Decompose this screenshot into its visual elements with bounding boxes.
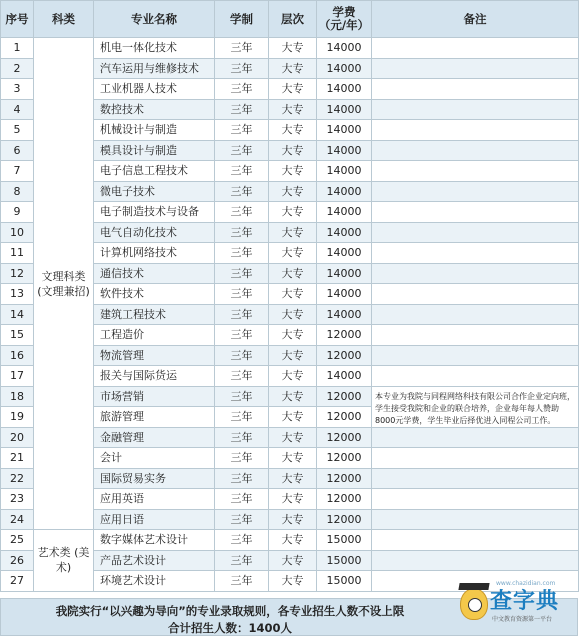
major-name: 报关与国际货运 <box>94 366 215 387</box>
duration: 三年 <box>215 530 269 551</box>
row-number: 20 <box>1 427 34 448</box>
major-name: 旅游管理 <box>94 407 215 428</box>
remark-note <box>372 386 579 427</box>
major-name: 物流管理 <box>94 345 215 366</box>
duration: 三年 <box>215 448 269 469</box>
major-name: 环境艺术设计 <box>94 571 215 592</box>
level: 大专 <box>269 222 317 243</box>
tuition-fee: 12000 <box>317 448 372 469</box>
level: 大专 <box>269 38 317 59</box>
major-name: 建筑工程技术 <box>94 304 215 325</box>
major-name: 金融管理 <box>94 427 215 448</box>
major-name: 电气自动化技术 <box>94 222 215 243</box>
tuition-fee: 14000 <box>317 140 372 161</box>
tuition-fee: 14000 <box>317 120 372 141</box>
row-number: 13 <box>1 284 34 305</box>
header-level: 层次 <box>269 1 317 38</box>
watermark-tagline: 中文教育资源第一平台 <box>492 616 553 623</box>
tuition-fee: 12000 <box>317 345 372 366</box>
major-name: 市场营销 <box>94 386 215 407</box>
level: 大专 <box>269 571 317 592</box>
row-number: 27 <box>1 571 34 592</box>
header-remark: 备注 <box>372 1 579 38</box>
remark-cell <box>372 345 579 366</box>
duration: 三年 <box>215 99 269 120</box>
row-number: 10 <box>1 222 34 243</box>
header-major: 专业名称 <box>94 1 215 38</box>
major-name: 产品艺术设计 <box>94 550 215 571</box>
category-art: 艺术类 (美术) <box>34 530 94 592</box>
row-number: 1 <box>1 38 34 59</box>
major-name: 工程造价 <box>94 325 215 346</box>
remark-cell <box>372 140 579 161</box>
level: 大专 <box>269 530 317 551</box>
row-number: 19 <box>1 407 34 428</box>
major-name: 数控技术 <box>94 99 215 120</box>
major-name: 应用日语 <box>94 509 215 530</box>
duration: 三年 <box>215 79 269 100</box>
level: 大专 <box>269 79 317 100</box>
tuition-fee: 14000 <box>317 202 372 223</box>
tuition-fee: 14000 <box>317 284 372 305</box>
row-number: 11 <box>1 243 34 264</box>
row-number: 14 <box>1 304 34 325</box>
level: 大专 <box>269 550 317 571</box>
row-number: 17 <box>1 366 34 387</box>
level: 大专 <box>269 243 317 264</box>
major-name: 应用英语 <box>94 489 215 510</box>
major-name: 计算机网络技术 <box>94 243 215 264</box>
remark-cell <box>372 489 579 510</box>
remark-cell <box>372 427 579 448</box>
header-fee-line1: 学费 <box>332 5 356 19</box>
row-number: 2 <box>1 58 34 79</box>
level: 大专 <box>269 99 317 120</box>
row-number: 18 <box>1 386 34 407</box>
remark-cell <box>372 263 579 284</box>
tuition-fee: 14000 <box>317 99 372 120</box>
category-arts-science: 文理科类 (文理兼招) <box>34 38 94 530</box>
remark-cell <box>372 448 579 469</box>
duration: 三年 <box>215 181 269 202</box>
tuition-fee: 15000 <box>317 530 372 551</box>
tuition-fee: 14000 <box>317 38 372 59</box>
table-body <box>1 38 579 592</box>
row-number: 4 <box>1 99 34 120</box>
tuition-fee: 14000 <box>317 366 372 387</box>
remark-cell <box>372 243 579 264</box>
major-name: 机械设计与制造 <box>94 120 215 141</box>
duration: 三年 <box>215 120 269 141</box>
level: 大专 <box>269 58 317 79</box>
row-number: 15 <box>1 325 34 346</box>
tuition-fee: 14000 <box>317 181 372 202</box>
row-number: 26 <box>1 550 34 571</box>
header-fee <box>317 1 372 38</box>
major-name: 软件技术 <box>94 284 215 305</box>
chazidian-watermark-logo <box>460 578 578 636</box>
duration: 三年 <box>215 263 269 284</box>
row-number: 12 <box>1 263 34 284</box>
level: 大专 <box>269 325 317 346</box>
level: 大专 <box>269 304 317 325</box>
watermark-site: www.chazidian.com <box>496 580 556 587</box>
remark-cell <box>372 284 579 305</box>
duration: 三年 <box>215 325 269 346</box>
table-header-row <box>1 1 579 38</box>
duration: 三年 <box>215 140 269 161</box>
duration: 三年 <box>215 366 269 387</box>
remark-cell <box>372 222 579 243</box>
duration: 三年 <box>215 489 269 510</box>
remark-cell <box>372 304 579 325</box>
row-number: 8 <box>1 181 34 202</box>
tuition-fee: 14000 <box>317 161 372 182</box>
level: 大专 <box>269 120 317 141</box>
row-number: 6 <box>1 140 34 161</box>
remark-cell <box>372 325 579 346</box>
footer-line2: 合计招生人数：1400人 <box>167 621 292 635</box>
header-no: 序号 <box>1 1 34 38</box>
major-name: 微电子技术 <box>94 181 215 202</box>
remark-cell <box>372 79 579 100</box>
remark-cell <box>372 366 579 387</box>
footer-line1: 我院实行“以兴趣为导向”的专业录取规则，各专业招生人数不设上限 <box>55 604 405 618</box>
tuition-fee: 14000 <box>317 263 372 284</box>
level: 大专 <box>269 407 317 428</box>
level: 大专 <box>269 181 317 202</box>
tuition-fee: 14000 <box>317 58 372 79</box>
duration: 三年 <box>215 222 269 243</box>
tuition-fee: 12000 <box>317 407 372 428</box>
remark-cell <box>372 468 579 489</box>
duration: 三年 <box>215 284 269 305</box>
duration: 三年 <box>215 38 269 59</box>
remark-note-text: 本专业为我院与同程网络科技有限公司合作企业定向班，学生接受我院和企业的联合培养，企业每年每人赞助8000元学费，学生毕业后择优进入同程公司工作。 <box>375 391 575 425</box>
tuition-fee: 15000 <box>317 550 372 571</box>
level: 大专 <box>269 263 317 284</box>
row-number: 3 <box>1 79 34 100</box>
table-row <box>1 530 579 551</box>
major-name: 会计 <box>94 448 215 469</box>
level: 大专 <box>269 140 317 161</box>
tuition-fee: 14000 <box>317 304 372 325</box>
major-name: 数字媒体艺术设计 <box>94 530 215 551</box>
tuition-fee: 12000 <box>317 509 372 530</box>
tuition-fee: 14000 <box>317 243 372 264</box>
row-number: 23 <box>1 489 34 510</box>
level: 大专 <box>269 468 317 489</box>
duration: 三年 <box>215 345 269 366</box>
tuition-fee: 14000 <box>317 222 372 243</box>
tuition-fee: 12000 <box>317 468 372 489</box>
row-number: 24 <box>1 509 34 530</box>
duration: 三年 <box>215 509 269 530</box>
tuition-fee: 15000 <box>317 571 372 592</box>
duration: 三年 <box>215 243 269 264</box>
duration: 三年 <box>215 550 269 571</box>
tuition-fee: 12000 <box>317 386 372 407</box>
remark-cell <box>372 550 579 571</box>
duration: 三年 <box>215 427 269 448</box>
tuition-fee: 12000 <box>317 489 372 510</box>
header-duration: 学制 <box>215 1 269 38</box>
row-number: 7 <box>1 161 34 182</box>
level: 大专 <box>269 509 317 530</box>
major-name: 汽车运用与维修技术 <box>94 58 215 79</box>
major-name: 国际贸易实务 <box>94 468 215 489</box>
remark-cell <box>372 181 579 202</box>
remark-cell <box>372 509 579 530</box>
remark-cell <box>372 161 579 182</box>
major-name: 通信技术 <box>94 263 215 284</box>
remark-cell <box>372 38 579 59</box>
remark-cell <box>372 530 579 551</box>
major-name: 工业机器人技术 <box>94 79 215 100</box>
header-fee-line2: （元/年） <box>318 18 370 32</box>
level: 大专 <box>269 161 317 182</box>
duration: 三年 <box>215 202 269 223</box>
duration: 三年 <box>215 386 269 407</box>
duration: 三年 <box>215 407 269 428</box>
remark-cell <box>372 58 579 79</box>
level: 大专 <box>269 202 317 223</box>
tuition-fee: 12000 <box>317 325 372 346</box>
level: 大专 <box>269 448 317 469</box>
level: 大专 <box>269 345 317 366</box>
row-number: 25 <box>1 530 34 551</box>
tuition-fee: 12000 <box>317 427 372 448</box>
remark-cell <box>372 120 579 141</box>
level: 大专 <box>269 366 317 387</box>
remark-cell <box>372 202 579 223</box>
major-name: 电子制造技术与设备 <box>94 202 215 223</box>
duration: 三年 <box>215 161 269 182</box>
tuition-fee: 14000 <box>317 79 372 100</box>
row-number: 22 <box>1 468 34 489</box>
level: 大专 <box>269 489 317 510</box>
mascot-icon <box>460 588 488 620</box>
remark-cell <box>372 99 579 120</box>
major-name: 电子信息工程技术 <box>94 161 215 182</box>
header-category: 科类 <box>34 1 94 38</box>
duration: 三年 <box>215 468 269 489</box>
watermark-brand: 查字典 <box>490 589 560 614</box>
duration: 三年 <box>215 571 269 592</box>
level: 大专 <box>269 386 317 407</box>
level: 大专 <box>269 427 317 448</box>
major-name: 机电一体化技术 <box>94 38 215 59</box>
row-number: 5 <box>1 120 34 141</box>
row-number: 9 <box>1 202 34 223</box>
level: 大专 <box>269 284 317 305</box>
row-number: 16 <box>1 345 34 366</box>
duration: 三年 <box>215 304 269 325</box>
major-name: 模具设计与制造 <box>94 140 215 161</box>
duration: 三年 <box>215 58 269 79</box>
row-number: 21 <box>1 448 34 469</box>
table-row <box>1 38 579 59</box>
